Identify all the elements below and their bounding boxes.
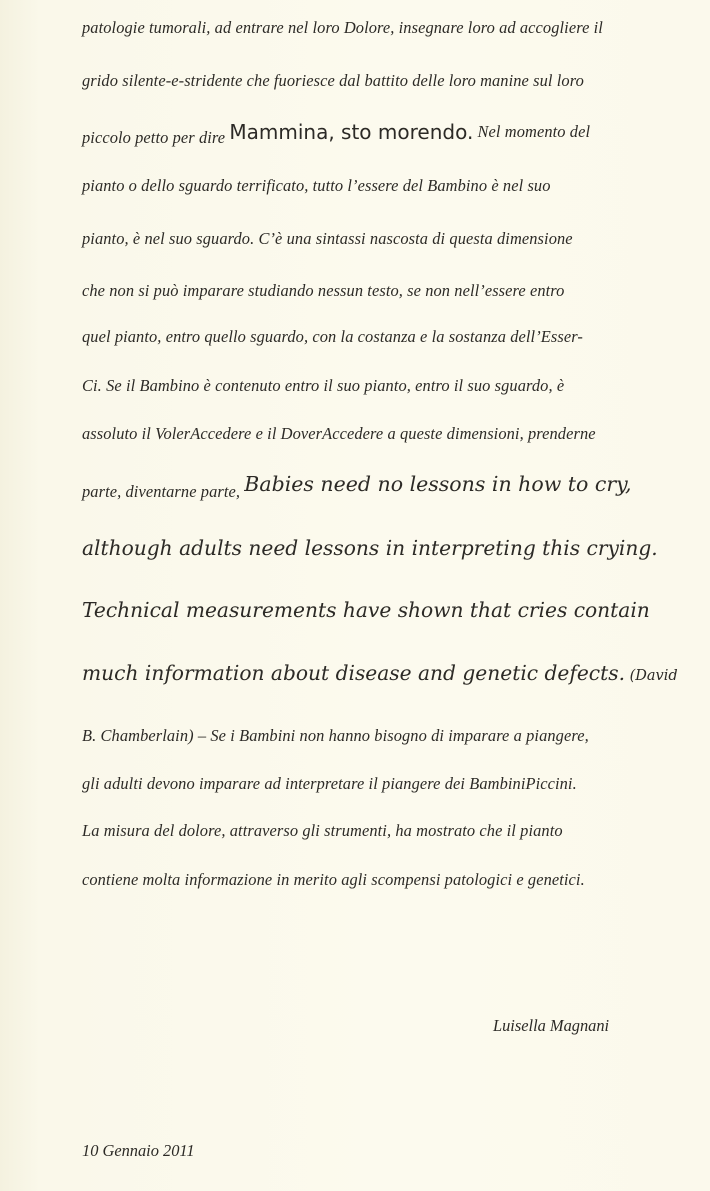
- text-line: [82, 426, 596, 442]
- text-line: [82, 776, 577, 792]
- line-text: gli adulti devono imparare ad interpretare il piangere dei BambiniPiccini.: [82, 774, 577, 793]
- text-line: [82, 600, 650, 622]
- emphasis-text: Technical measurements have shown that cries contain: [82, 598, 650, 622]
- text-line: [82, 872, 585, 888]
- line-text: piccolo petto per dire: [82, 128, 230, 147]
- emphasis-text: Babies need no lessons in how to cry,: [244, 472, 632, 496]
- author-signature: Luisella Magnani: [493, 1016, 610, 1035]
- line-text: parte, diventarne parte,: [82, 482, 245, 501]
- citation-text: (David: [624, 668, 678, 684]
- line-text: pianto o dello sguardo terrificato, tutto l’essere del Bambino è nel suo: [82, 176, 551, 195]
- line-text: quel pianto, entro quello sguardo, con la costanza e la sostanza dell’Esser-: [82, 327, 583, 346]
- text-line: [82, 283, 564, 299]
- text-line: [82, 378, 564, 394]
- text-line: [82, 329, 583, 345]
- line-text: Nel momento del: [473, 122, 591, 141]
- text-line: [82, 823, 563, 839]
- emphasis-text: although adults need lessons in interpreting this crying.: [82, 536, 658, 560]
- text-line: [82, 73, 584, 89]
- emphasis-text: Mammina, sto morendo.: [229, 120, 474, 144]
- line-text: Ci. Se il Bambino è contenuto entro il suo pianto, entro il suo sguardo, è: [82, 376, 565, 395]
- text-line: [82, 728, 589, 744]
- line-text: La misura del dolore, attraverso gli strumenti, ha mostrato che il pianto: [82, 821, 563, 840]
- text-line: [82, 178, 551, 194]
- line-text: patologie tumorali, ad entrare nel loro Dolore, insegnare loro ad accogliere il: [82, 18, 603, 37]
- line-text: contiene molta informazione in merito agli scompensi patologici e genetici.: [82, 870, 585, 889]
- emphasis-text: much information about disease and genetic defects.: [82, 661, 625, 685]
- document-date: 10 Gennaio 2011: [82, 1141, 195, 1160]
- text-line: [82, 472, 632, 501]
- line-text: pianto, è nel suo sguardo. C’è una sintassi nascosta di questa dimensione: [82, 229, 573, 248]
- line-text: grido silente-e-stridente che fuoriesce dal battito delle loro manine sul loro: [82, 71, 584, 90]
- line-text: B. Chamberlain) – Se i Bambini non hanno bisogno di imparare a piangere,: [82, 726, 589, 745]
- text-line: [82, 20, 603, 36]
- line-text: assoluto il VolerAccedere e il DoverAccedere a queste dimensioni, prenderne: [82, 424, 596, 443]
- text-line: [82, 231, 573, 247]
- text-line: [82, 663, 678, 685]
- text-line: [82, 120, 591, 147]
- text-line: [82, 538, 658, 560]
- line-text: che non si può imparare studiando nessun testo, se non nell’essere entro: [82, 281, 565, 300]
